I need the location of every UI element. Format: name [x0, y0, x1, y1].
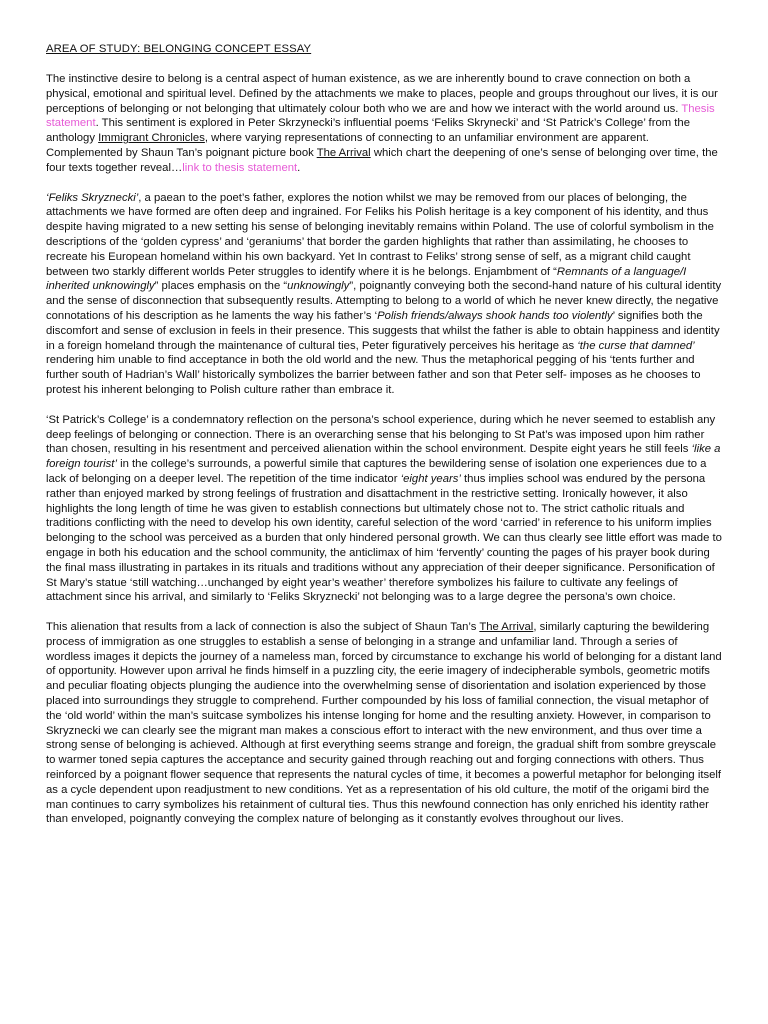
- quotation: ‘eight years’: [400, 472, 461, 485]
- paragraph-feliks-skryznecki: [46, 191, 724, 398]
- text-run: ‘St Patrick’s College’ is a condemnatory reflection on the persona’s school experience, during which he never seemed to establish any deep feelings of belonging or connection. There is an overarching sense that his belonging to St Pat’s was imposed upon him rather than chosen, resulting in his resentment and perceived alienation within the school environment. Despite eight years he still feels: [46, 413, 716, 456]
- underlined-title: The Arrival: [479, 621, 534, 634]
- text-run: . This sentiment is explored in Peter Skrzynecki’s influential poems ‘Feliks Skrynecki’ and ‘St Patrick’s College’ from the anthology: [46, 117, 690, 145]
- text-run: , a paean to the poet’s father, explores the notion whilst we may be removed from our places of belonging, the attachments we have formed are often deep and ingrained. For Feliks his Polish heritage is a key component of his identity, and thus despite having migrated to a new setting his sense of belonging inevitably remains within Poland. The use of colorful symbolism in the descriptions of the ‘golden cypress’ and ‘geraniums’ that border the garden highlights that rather than assimilating, he chooses to recreate his European homeland within his own backyard. Yet In contrast to Feliks’ strong sense of self, as a migrant child caught between two starkly different worlds Peter struggles to identify where it is he belongs. Enjambment of “: [46, 191, 714, 278]
- placeholder-note: Thesis statement: [46, 102, 715, 130]
- text-run: in the college’s surrounds, a powerful simile that captures the bewildering sense of isolation one experiences due to a lack of belonging on a deeper level. The repetition of the time indicator: [46, 458, 707, 485]
- quotation: unknowingly: [287, 280, 350, 293]
- text-run: thus implies school was endured by the persona rather than enjoyed marked by strong feelings of frustration and disattachment in the restrictive setting. Ironically however, it also highlights the long length of time he was given to establish connections but ultimately chose not to. The strict catholic rituals and traditions conflicting with the need to develop his own identity, careful selection of the word ‘carried’ in reference to his uniform implies belonging to the school was perceived as a burden that only hindered personal growth. We can thus clearly see little effort was made to engage in both his education and the school community, the anticlimax of him ‘fervently’ counting the pages of his prayer book during the final mass illustrating in partakes in its rituals and traditions without any appreciation of their deeper significance. Personification of St Mary’s statue ‘still watching…unchanged by eight year’s weather’ therefore symbolizes his failure to cultivate any feelings of attachment since his arrival, and similarly to ‘Feliks Skryznecki’ not belonging was to a large degree the persona’s own choice.: [46, 472, 722, 604]
- paragraph-introduction: [46, 72, 724, 176]
- text-run: , where varying representations of connecting to an unfamiliar environment are apparent. Complemented by Shaun Tan’s poignant picture book: [46, 132, 649, 159]
- paragraph-st-patricks-college: [46, 413, 724, 605]
- text-run: ” places emphasis on the “: [154, 280, 288, 293]
- text-run: .: [297, 161, 301, 174]
- essay-title: AREA OF STUDY: BELONGING CONCEPT ESSAY: [46, 43, 312, 55]
- paragraph-the-arrival: [46, 620, 724, 827]
- quotation: ‘Feliks Skryznecki’: [46, 191, 139, 204]
- text-run: This alienation that results from a lack of connection is also the subject of Shaun Tan’s: [46, 621, 480, 634]
- text-run: ”, poignantly conveying both the second-hand nature of his cultural identity and the sense of disconnection that subsequently results. Attempting to belong to a world of which he never knew directly, the negative connotations of his description as he laments the way his father’s ‘: [46, 280, 722, 322]
- text-run: , similarly capturing the bewildering process of immigration as one struggles to establish a sense of belonging in a strange and unfamiliar land. Through a series of wordless images it depicts the journey of a nameless man, forced by circumstance to exchange his world of belonging for a distant land of opportunity. However upon arrival he finds himself in a puzzling city, the eerie imagery of indecipherable symbols, geometric motifs and peculiar floating objects plunging the audience into the overwhelming sense of disorientation and isolation experienced by those placed into surroundings they struggle to comprehend. Further compounded by his loss of familial connection, the visual metaphor of the ‘old world’ within the man’s suitcase symbolizes his intense longing for home and the resulting anxiety. However, in comparison to Skryznecki we can clearly see the migrant man makes a conscious effort to interact with the new environment, and thus over time a strong sense of belonging is achieved. Although at first everything seems strange and foreign, the gradual shift from sombre greyscale to warmer toned sepia captures the acceptance and security gained through reaching out and forging connections with others. Thus reinforced by a poignant flower sequence that represents the natural cycles of time, it becomes a powerful metaphor for belonging itself as a cycle dependent upon readjustment to new conditions. Yet as a representation of his old culture, the motif of the origami bird the man continues to carry symbolizes his retainment of cultural ties. Thus this newfound connection has only enriched his identity rather than enveloped, poignantly conveying the complex nature of belonging as it constantly evolves throughout our lives.: [46, 621, 722, 826]
- underlined-title: The Arrival: [316, 146, 371, 159]
- quotation: Polish friends/always shook hands too violently: [377, 309, 613, 322]
- text-run: ’ signifies both the discomfort and sense of exclusion in feels in their presence. This suggests that whilst the father is able to obtain happiness and identity in a foreign homeland through the maintenance of cultural ties, Peter figuratively perceives his heritage as: [46, 309, 720, 352]
- text-run: The instinctive desire to belong is a central aspect of human existence, as we are inherently bound to crave connection on both a physical, emotional and spiritual level. Defined by the attachments we make to places, people and groups throughout our lives, it is our perceptions of belonging or not belonging that ultimately colour both who we are and how we interact with the world around us.: [46, 73, 718, 115]
- underlined-title: Immigrant Chronicles: [98, 132, 205, 145]
- quotation: Remnants of a language/I inherited unknowingly: [46, 265, 687, 293]
- quotation: ‘like a foreign tourist’: [46, 443, 721, 471]
- text-run: which chart the deepening of one’s sense of belonging over time, the four texts together reveal…: [46, 146, 718, 174]
- placeholder-note: link to thesis statement: [182, 161, 298, 174]
- text-run: rendering him unable to find acceptance in both the old world and the new. Thus the metaphorical pegging of his ‘tents further and further south of Hadrian’s Wall’ historically symbolizes the barrier between father and son that Peter self- imposes as he chooses to protest his inherent belonging to Polish culture rather than embrace it.: [46, 354, 701, 396]
- quotation: ‘the curse that damned’: [577, 339, 695, 352]
